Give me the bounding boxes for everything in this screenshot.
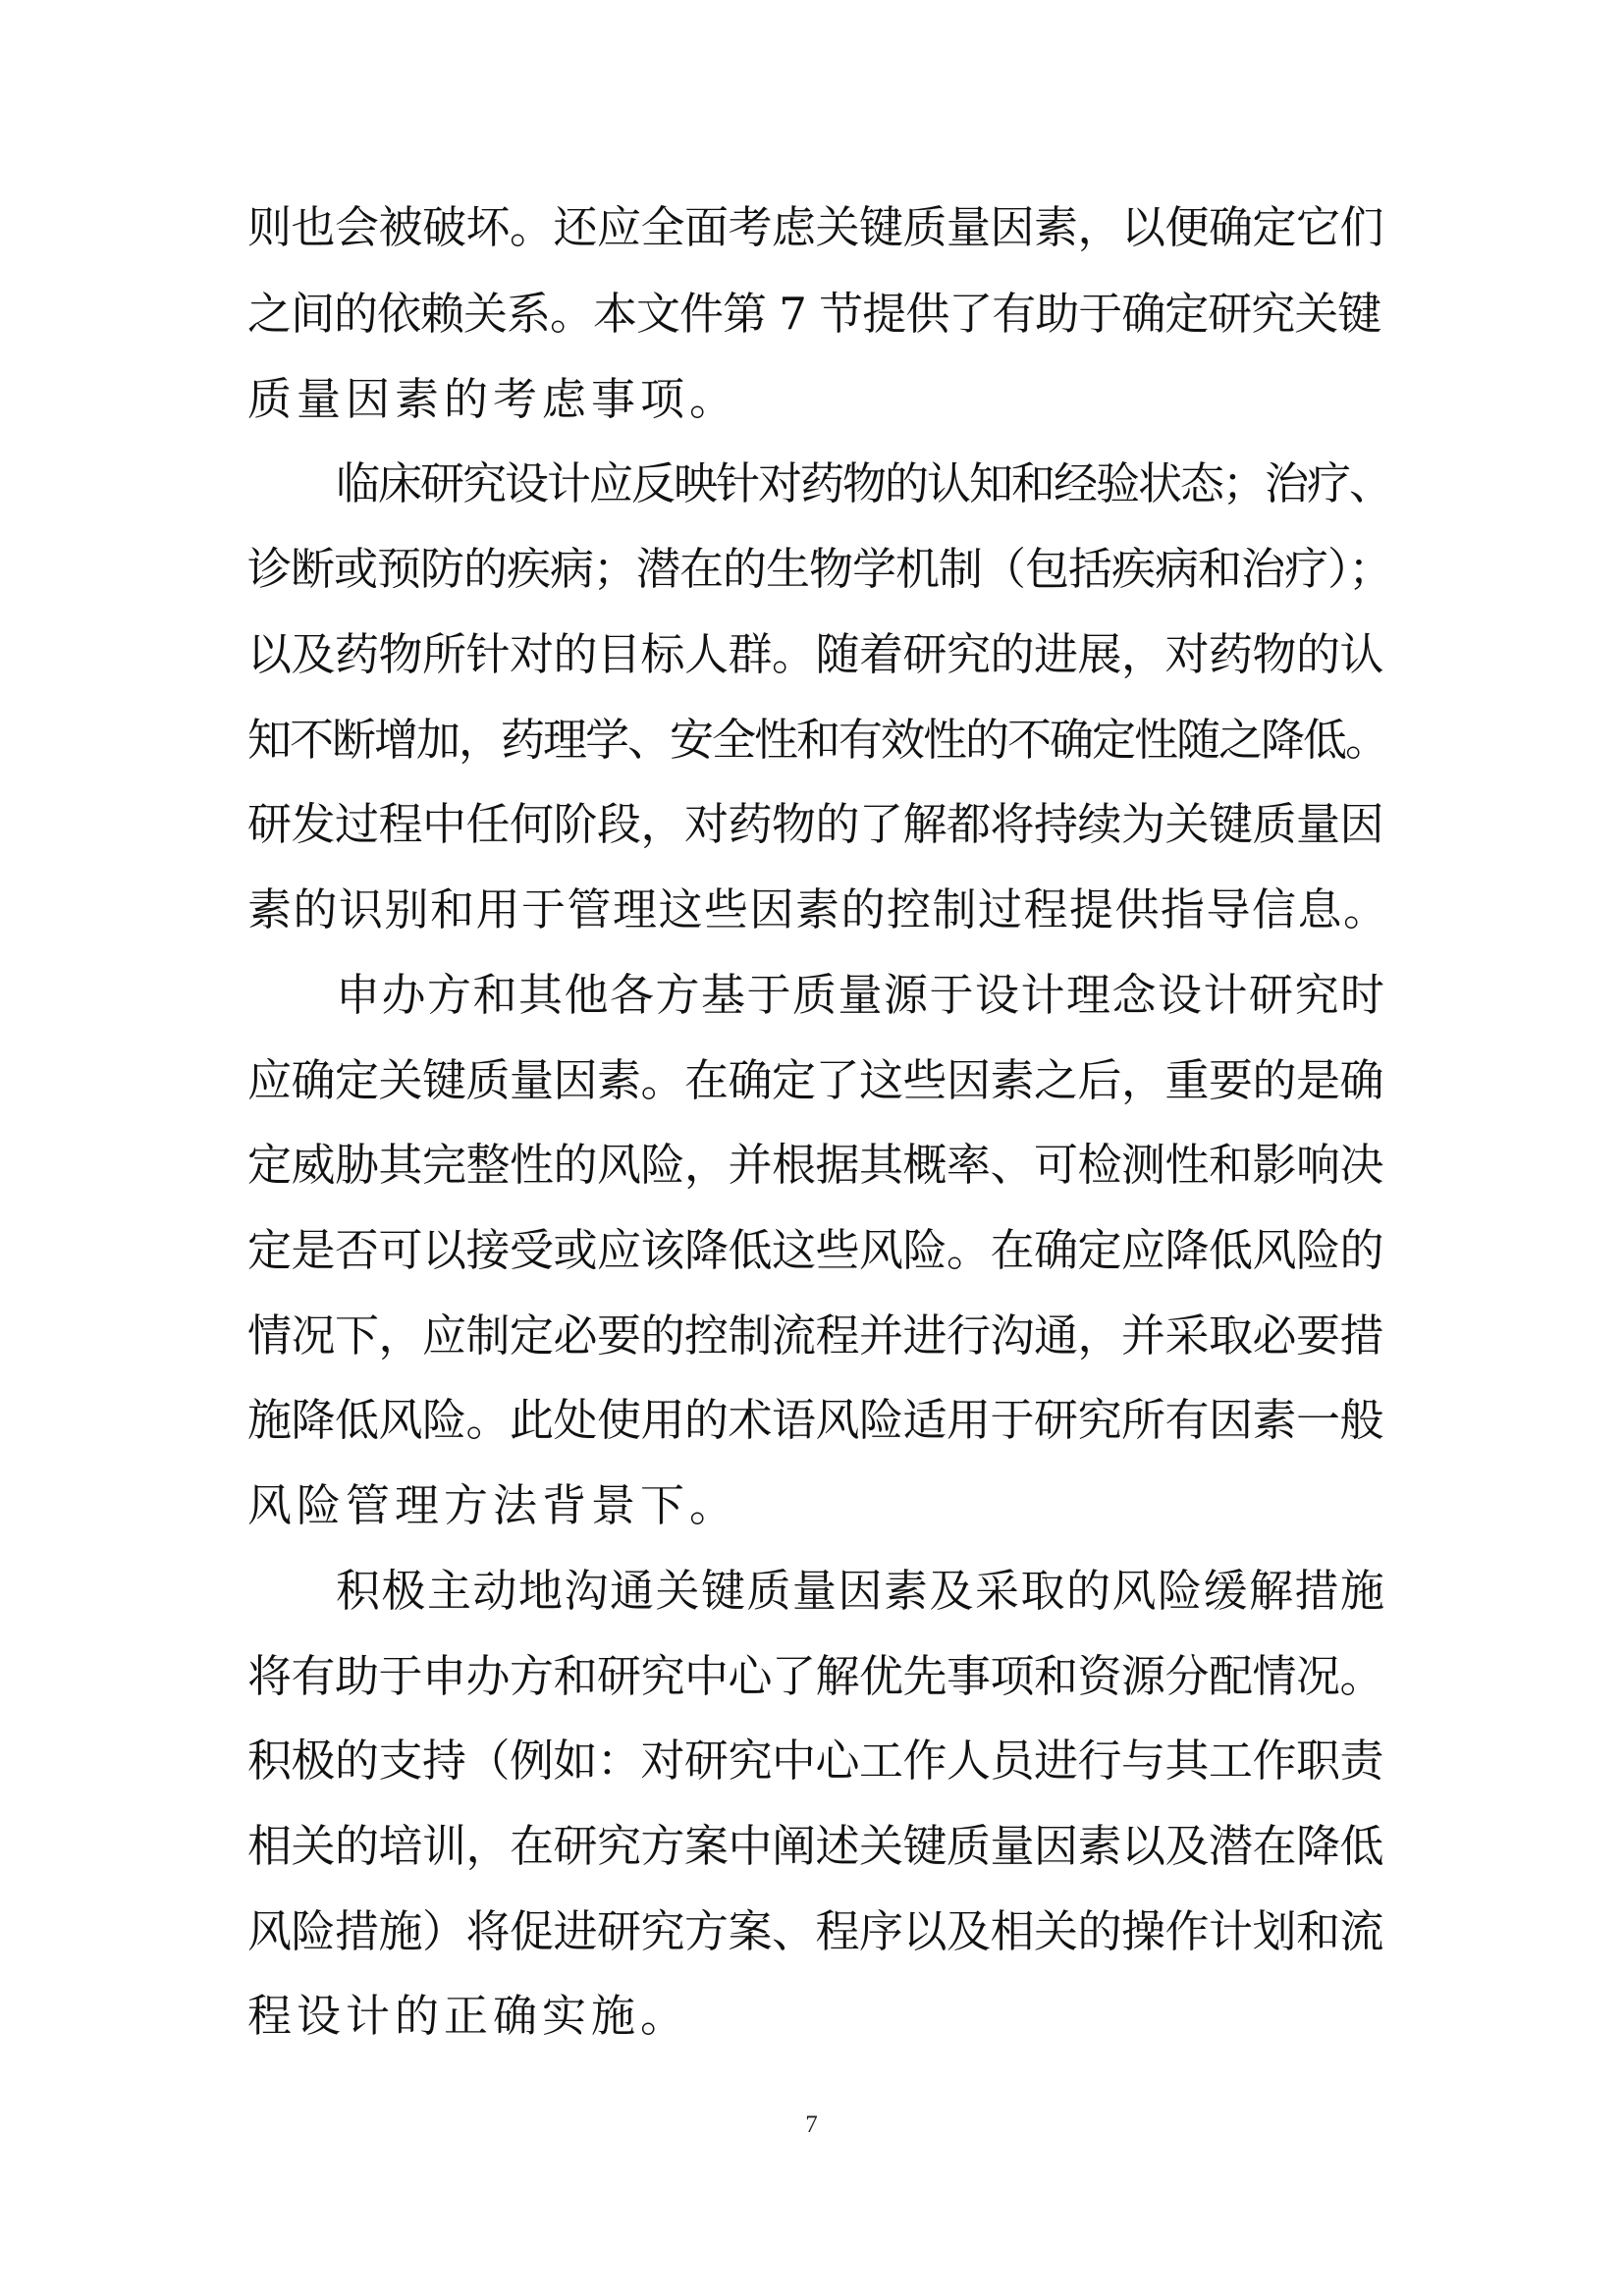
text-line: 之间的依赖关系。本文件第 7 节提供了有助于确定研究关键 [247,288,1381,340]
text-line: 诊断或预防的疾病；潜在的生物学机制（包括疾病和治疗）； [247,543,1392,595]
text-line: 积极主动地沟通关键质量因素及采取的风险缓解措施 [336,1565,1386,1617]
text-line: 以及药物所针对的目标人群。随着研究的进展，对药物的认 [247,628,1384,680]
text-line: 研发过程中任何阶段，对药物的了解都将持续为关键质量因 [247,798,1384,850]
page-number: 7 [805,2111,818,2138]
text-line: 定威胁其完整性的风险，并根据其概率、可检测性和影响决 [247,1139,1384,1191]
text-line: 申办方和其他各方基于质量源于设计理念设计研究时 [336,969,1386,1021]
text-line: 质量因素的考虑事项。 [247,373,739,425]
text-line: 素的识别和用于管理这些因素的控制过程提供指导信息。 [247,883,1389,935]
text-line: 风险管理方法背景下。 [247,1479,739,1531]
text-line: 则也会被破坏。还应全面考虑关键质量因素，以便确定它们 [247,201,1384,253]
text-line: 将有助于申办方和研究中心了解优先事项和资源分配情况。 [247,1650,1384,1702]
text-line: 积极的支持（例如：对研究中心工作人员进行与其工作职责 [247,1735,1384,1787]
text-line: 程设计的正确实施。 [247,1990,690,2042]
text-line: 定是否可以接受或应该降低这些风险。在确定应降低风险的 [247,1224,1384,1276]
text-line: 施降低风险。此处使用的术语风险适用于研究所有因素一般 [247,1394,1384,1446]
text-line: 应确定关键质量因素。在确定了这些因素之后，重要的是确 [247,1054,1384,1106]
text-line: 临床研究设计应反映针对药物的认知和经验状态；治疗、 [336,457,1392,509]
text-line: 情况下，应制定必要的控制流程并进行沟通，并采取必要措 [247,1309,1384,1362]
text-line: 相关的培训，在研究方案中阐述关键质量因素以及潜在降低 [247,1820,1384,1872]
text-line: 知不断增加，药理学、安全性和有效性的不确定性随之降低。 [247,714,1388,766]
text-line: 风险措施）将促进研究方案、程序以及相关的操作计划和流 [247,1905,1384,1957]
